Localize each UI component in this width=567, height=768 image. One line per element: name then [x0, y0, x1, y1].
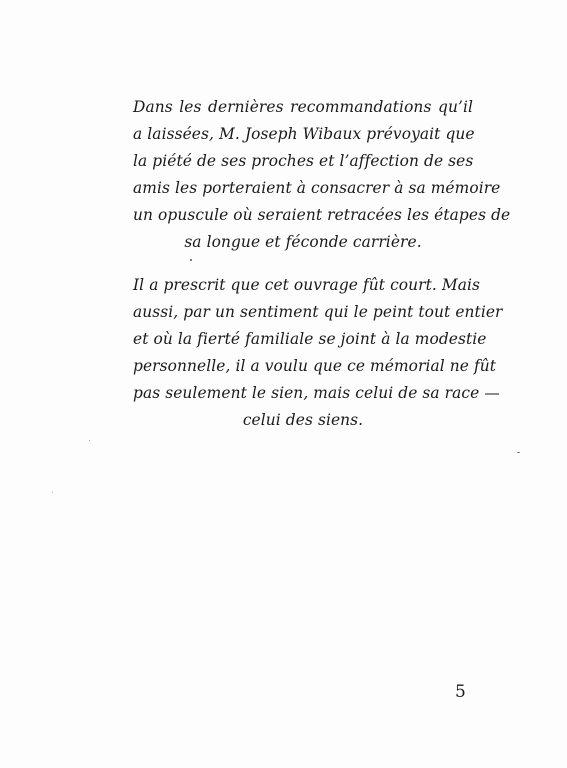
paragraph-1-line-1: Dans les dernières recommandations qu’il: [133, 98, 473, 116]
paragraph-2: [133, 272, 503, 434]
scan-speck: [89, 440, 90, 441]
paragraph-1-line-5: un opuscule où seraient retracées les étapes de: [133, 206, 511, 224]
paragraph-2-line-6: celui des siens.: [242, 411, 364, 429]
paragraph-2-line-2: aussi, par un sentiment qui le peint tout entier: [133, 303, 503, 321]
paragraph-1-line-2: a laissées, M. Joseph Wibaux prévoyait que: [133, 125, 475, 143]
paragraph-1-line-3: la piété de ses proches et l’affection de ses: [133, 152, 474, 170]
scan-speck: [190, 259, 192, 261]
paragraph-1: [133, 94, 511, 256]
scan-speck: [52, 492, 53, 493]
paragraph-2-line-5: pas seulement le sien, mais celui de sa race —: [133, 384, 500, 402]
scan-speck: [517, 452, 520, 453]
paragraph-1-line-4: amis les porteraient à consacrer à sa mémoire: [133, 179, 501, 197]
paragraph-2-line-1: Il a prescrit que cet ouvrage fût court. Mais: [133, 276, 481, 294]
paragraph-2-line-4: personnelle, il a voulu que ce mémorial ne fût: [133, 357, 497, 375]
page-number: 5: [455, 682, 466, 702]
paragraph-2-line-3: et où la fierté familiale se joint à la modestie: [133, 330, 487, 348]
paragraph-1-line-6: sa longue et féconde carrière.: [184, 233, 422, 251]
